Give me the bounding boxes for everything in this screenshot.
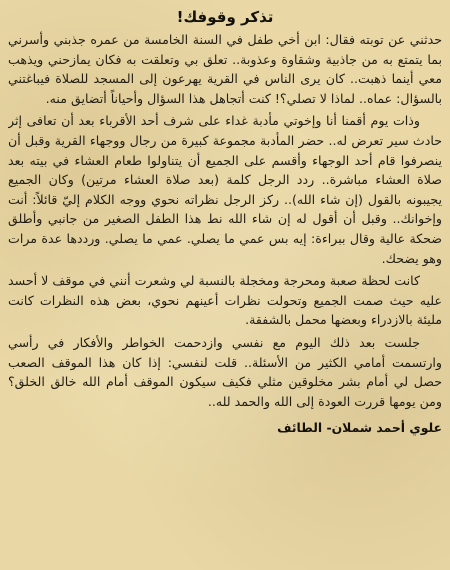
article-paragraph-3: كانت لحظة صعبة ومحرجة ومخجلة بالنسبة لي وشعرت أنني في موقف لا أحسد عليه حيث صمت الجميع وتحولت نظرات أعينهم نحوي، بعض هذه النظرات كانت مليئة بالازدراء وبعضها محمل بالشفقة. <box>8 273 442 328</box>
article-paragraph-2: وذات يوم أقمنا أنا وإخوتي مأدبة غداء على شرف أحد الأقرباء بعد أن تعافى إثر حادث سير تعرض له.. حضر المأدبة مجموعة كبيرة من رجال ووجهاء القرية وقبل أن ينصرفوا قام أحد الوجهاء وأقسم على الجميع أن يتناولوا طعام العشاء في بيته بعد صلاة العشاء مباشرة.. ردد الرجل كلمة (بعد صلاة العشاء مرتين) وكان الجميع يجيبونه بالقول (إن شاء الله).. ركز الرجل نظراته نحوي ووجه الكلام إليّ قائلاً: أنت وإخوانك.. وقبل أن أقول له إن شاء الله نط هذا الطفل الصغير من جانبي وأطلق ضحكة عالية وقال ببراءة: إيه بس عمي ما يصلي. عمي ما يصلي. ورددها عدة مرات وهو يضحك. <box>8 113 442 266</box>
article-title: تذكر وقوفك! <box>176 8 274 26</box>
article <box>8 6 442 564</box>
article-paragraph-4: جلست بعد ذلك اليوم مع نفسي وازدحمت الخواطر والأفكار في رأسي وارتسمت أمامي الكثير من الأسئلة.. قلت لنفسي: إذا كان هذا الموقف الصعب حصل لي أمام بشر مخلوقين مثلي فكيف سيكون الموقف أمام الله خالق الخلق؟ ومن يومها قررت العودة إلى الله والحمد لله.. <box>8 334 442 409</box>
article-paragraph-1: حدثني عن توبته فقال: ابن أخي طفل في السنة الخامسة من عمره جذبني وأسرني بما يتمتع به من جاذبية وشقاوة وعذوبة.. تعلق بي وتعلقت به فكان يمازحني ويذهب معي أينما ذهبت.. كان يرى الناس في القرية يهرعون إلى المسجد للصلاة فيباغتني بالسؤال: عماه.. لماذا لا تصلي؟! كنت أتجاهل هذا السؤال وأحياناً أتضايق منه. <box>8 32 442 106</box>
article-author: علوي أحمد شملان- الطائف <box>277 420 442 436</box>
